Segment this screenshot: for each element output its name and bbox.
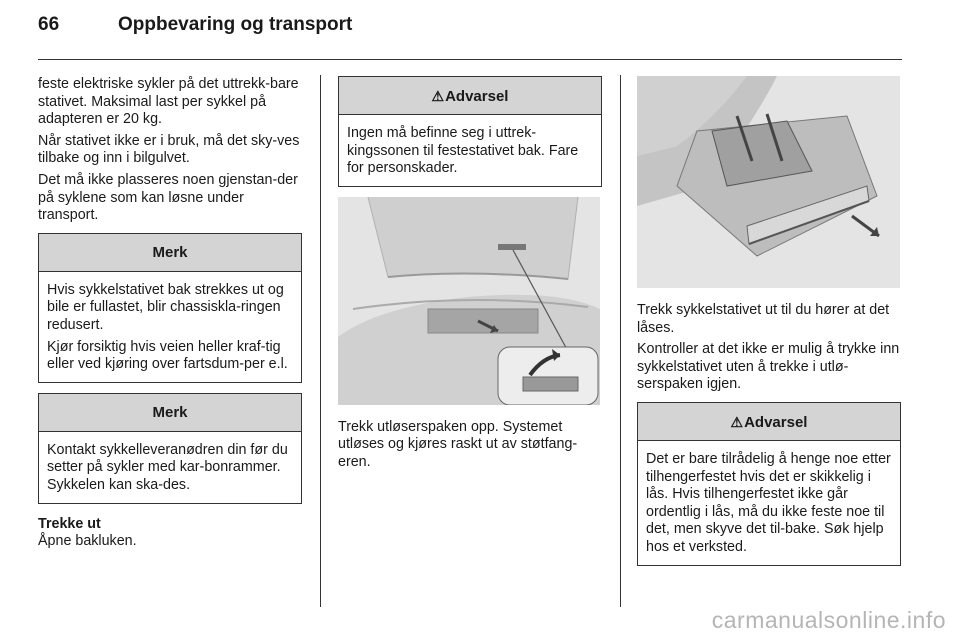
figure-caption: Trekk utløserspaken opp. Systemet utløses og kjøres raskt ut av støtfang-eren. — [338, 418, 578, 470]
paragraph: Åpne bakluken. — [38, 533, 137, 550]
note-text: Kontakt sykkelleveranødren din før du setter på sykler med kar-bonrammer. Sykkelen kan ska-des. — [47, 441, 288, 493]
subheading: Trekke ut — [38, 515, 101, 532]
warning-text: Ingen må befinne seg i uttrek-kingssonen til festestativet bak. Fare for personskader. — [347, 125, 579, 177]
warning-title-text: Advarsel — [445, 88, 509, 105]
column-divider-2 — [620, 75, 621, 607]
paragraph: feste elektriske sykler på det uttrekk-bare stativet. Maksimal last per sykkel på adapteren er 20 kg. — [38, 76, 299, 128]
warning-title — [339, 77, 601, 115]
warning-icon: ⚠ — [730, 413, 744, 430]
figure-extended-rack — [637, 76, 900, 288]
page-number: 66 — [38, 14, 60, 35]
warning-title-text: Advarsel — [744, 413, 808, 431]
warning-text: Det er bare tilrådelig å henge noe etter tilhengerfestet hvis det er skikkelig i lås. Hvis tilhengerfestet ikke går ordentlig i lås, må du ikke feste noe til det, men skyve det til-bake. Søk hjelp hos et verksted. — [646, 450, 891, 555]
note-text: Kjør forsiktig hvis veien heller kraf-tig eller ved kjøring over fartsdum-per e.l. — [47, 338, 288, 373]
column-3 — [637, 76, 901, 566]
warning-icon: ⚠ — [431, 88, 445, 104]
warning-box — [637, 402, 901, 566]
paragraph: Trekk sykkelstativet ut til du hører at det låses. — [637, 302, 890, 336]
note-text: Hvis sykkelstativet bak strekkes ut og bile er fullastet, blir chassiskla-ringen redusert. — [47, 281, 284, 333]
bumper-illustration — [338, 197, 600, 405]
note-box-1 — [38, 233, 302, 383]
paragraph: Det må ikke plasseres noen gjenstan-der på syklene som kan løsne under transport. — [38, 171, 298, 224]
warning-box — [338, 76, 602, 187]
page-header — [38, 14, 352, 36]
figure-release-lever — [338, 197, 600, 405]
paragraph: Når stativet ikke er i bruk, må det sky-ves tilbake og inn i bilgulvet. — [38, 132, 300, 167]
note-title: Merk — [39, 394, 301, 432]
column-2 — [338, 76, 602, 476]
warning-title — [638, 403, 900, 441]
paragraph: Kontroller at det ikke er mulig å trykke inn sykkelstativet uten å trekke i utlø-serspaken igjen. — [637, 341, 900, 393]
rack-illustration — [637, 76, 900, 288]
column-1 — [38, 76, 302, 555]
page-title: Oppbevaring og transport — [118, 14, 353, 35]
column-divider-1 — [320, 75, 321, 607]
note-box-2 — [38, 393, 302, 504]
note-title: Merk — [39, 234, 301, 272]
watermark: carmanualsonline.info — [711, 607, 946, 633]
header-rule — [38, 59, 902, 60]
